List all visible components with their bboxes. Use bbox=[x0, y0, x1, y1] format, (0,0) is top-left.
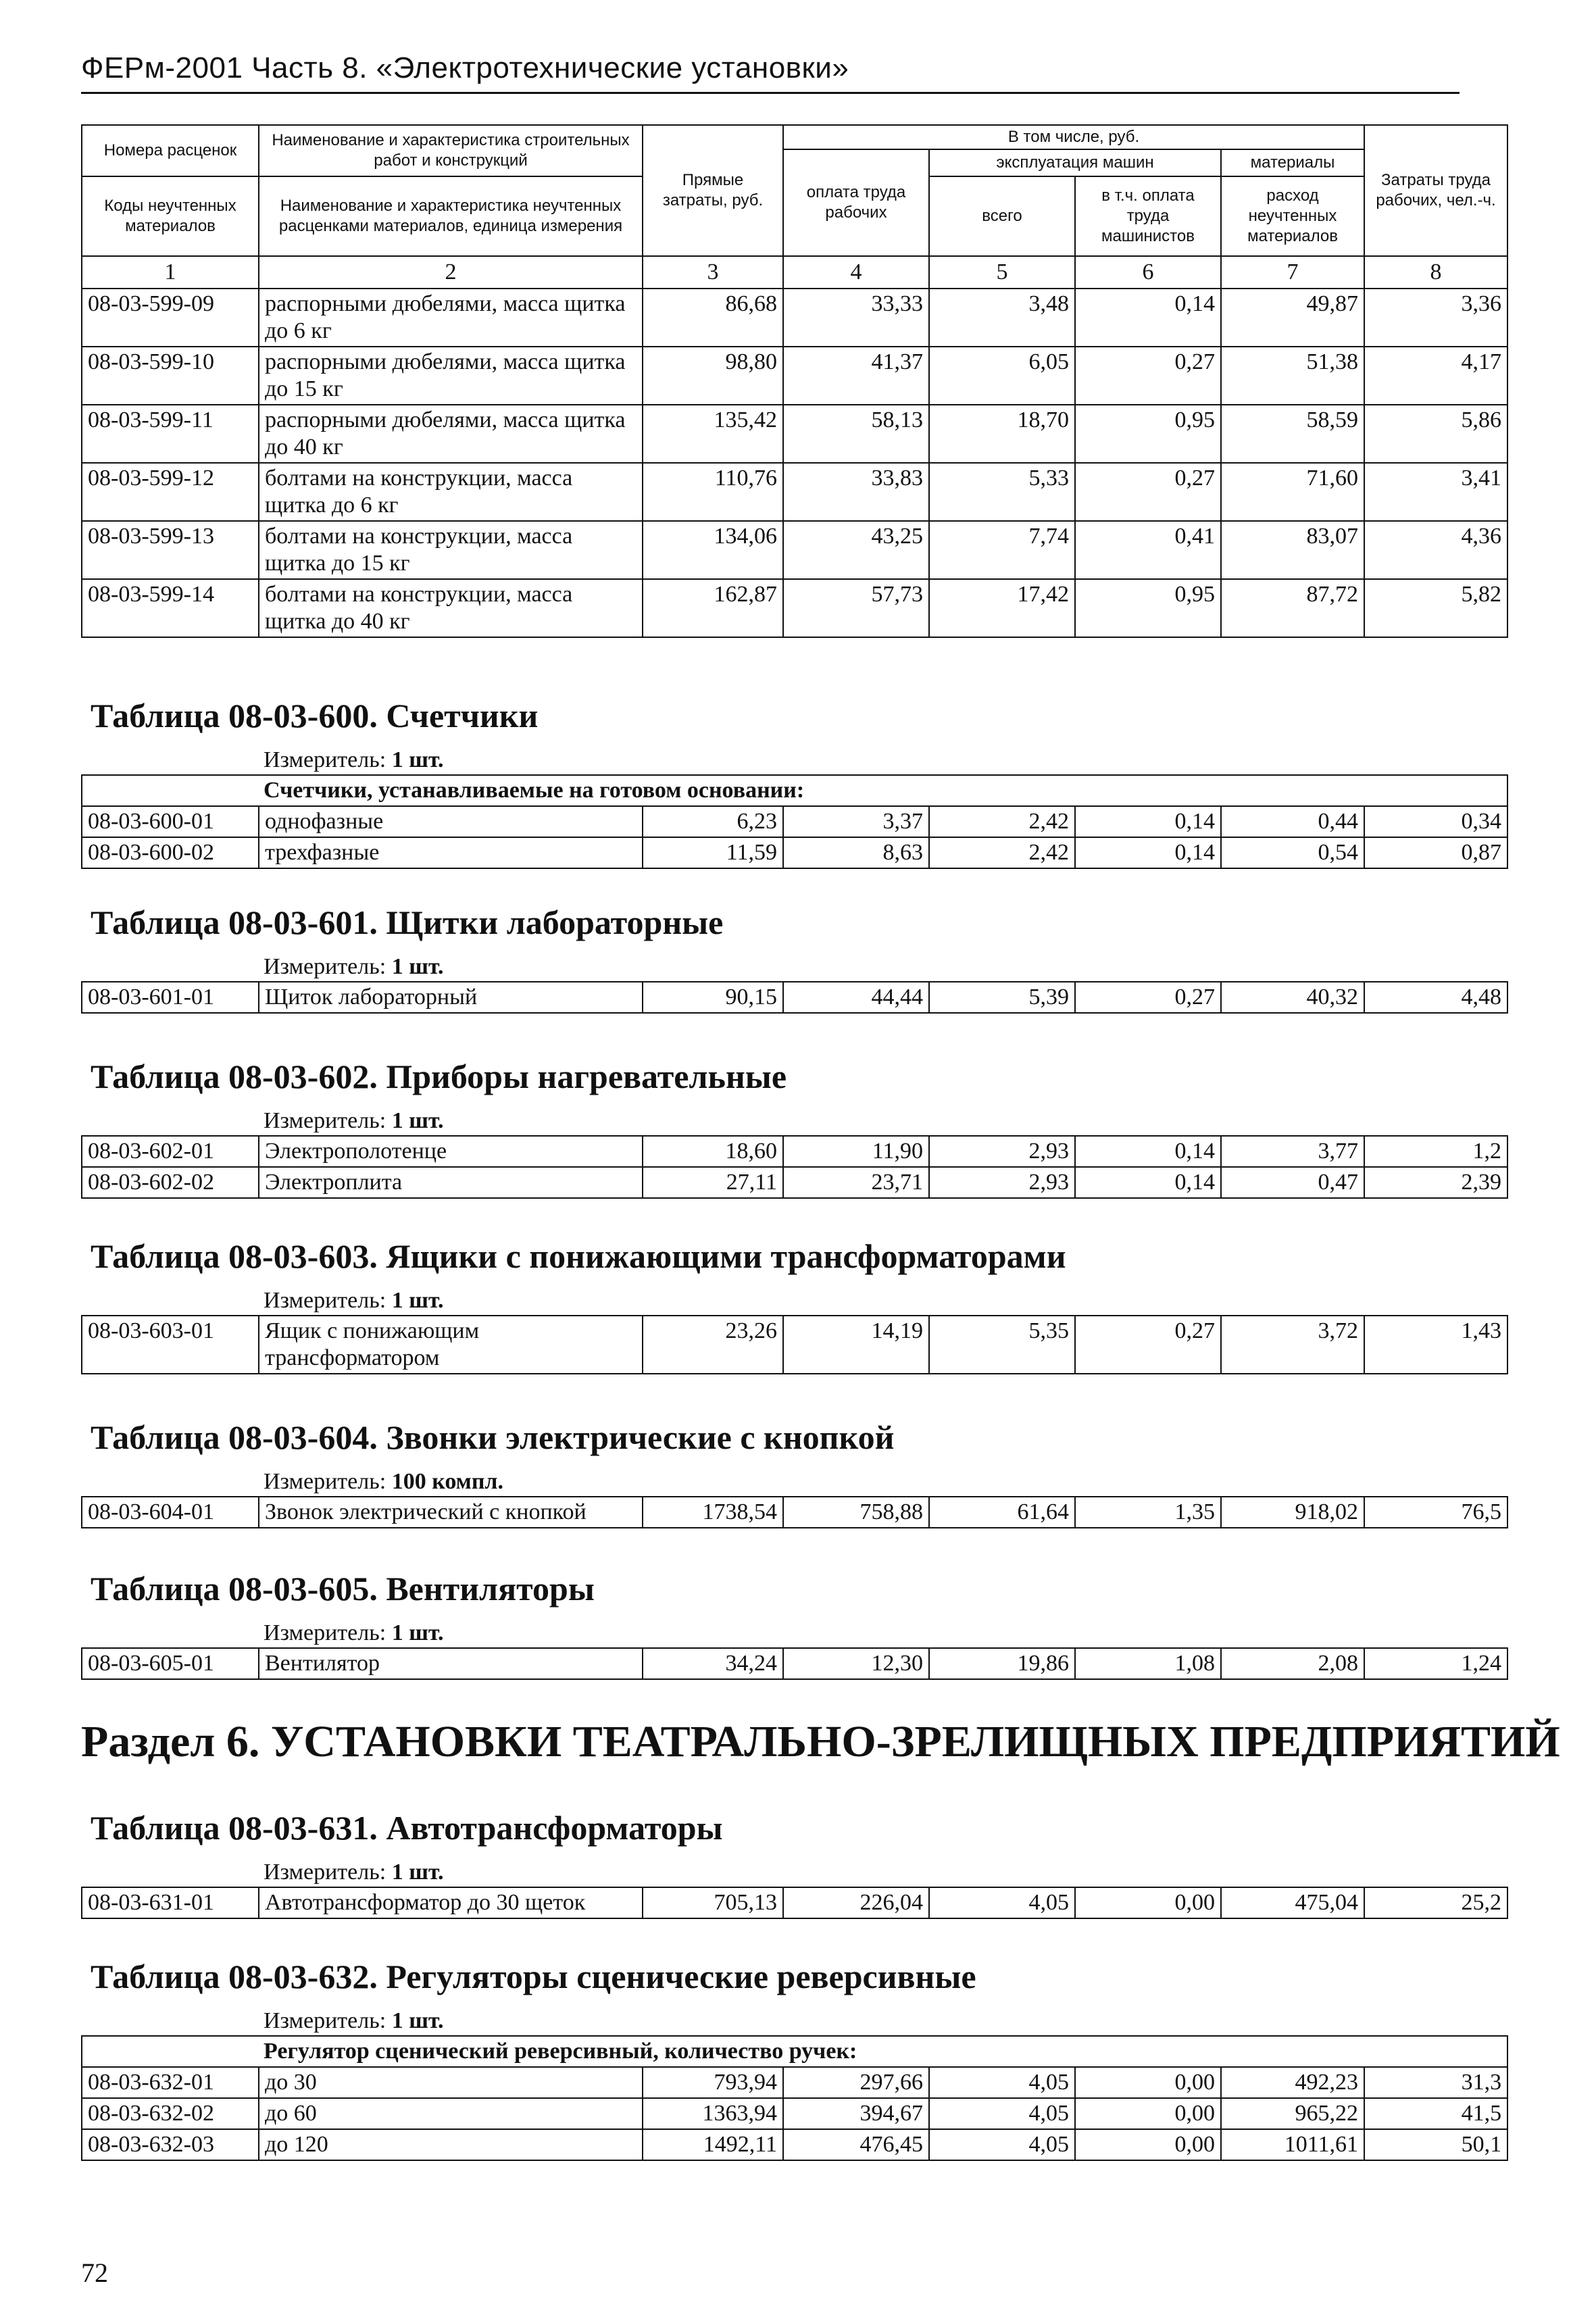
materials-expense: 71,60 bbox=[1221, 463, 1364, 521]
direct-cost: 90,15 bbox=[643, 982, 783, 1013]
materials-expense: 51,38 bbox=[1221, 347, 1364, 405]
machines-labor: 0,27 bbox=[1075, 463, 1221, 521]
machines-labor: 0,00 bbox=[1075, 1887, 1221, 1918]
unit-label: Измеритель: bbox=[264, 954, 386, 979]
data-table bbox=[81, 981, 1508, 1014]
row-code: 08-03-599-12 bbox=[82, 463, 259, 521]
direct-cost: 11,59 bbox=[643, 837, 783, 868]
machines-labor: 0,14 bbox=[1075, 806, 1221, 837]
data-table bbox=[81, 1887, 1508, 1919]
table-row bbox=[82, 347, 1507, 405]
labor-pay: 44,44 bbox=[783, 982, 929, 1013]
unit-value: 100 компл. bbox=[391, 1469, 504, 1494]
unit-label: Измеритель: bbox=[264, 1288, 386, 1313]
unit-value: 1 шт. bbox=[391, 1860, 444, 1885]
page-number: 72 bbox=[81, 2258, 108, 2288]
row-code: 08-03-603-01 bbox=[82, 1316, 259, 1374]
col-header-name-bottom: Наименование и характеристика неучтенных расценками материалов, единица измерения bbox=[259, 176, 643, 256]
col-header-labor-pay: оплата труда рабочих bbox=[783, 149, 929, 256]
labor-pay: 57,73 bbox=[783, 579, 929, 637]
col-header-materials: материалы bbox=[1221, 149, 1364, 176]
labor-hours: 25,2 bbox=[1364, 1887, 1507, 1918]
materials-expense: 87,72 bbox=[1221, 579, 1364, 637]
main-table bbox=[81, 124, 1508, 638]
labor-pay: 23,71 bbox=[783, 1167, 929, 1198]
table-row bbox=[82, 1167, 1507, 1198]
labor-pay: 297,66 bbox=[783, 2067, 929, 2098]
materials-expense: 0,47 bbox=[1221, 1167, 1364, 1198]
row-name: Автотрансформатор до 30 щеток bbox=[259, 1887, 643, 1918]
table-body bbox=[82, 806, 1507, 868]
table-title: Таблица 08-03-605. Вентиляторы bbox=[91, 1570, 595, 1608]
labor-hours: 4,36 bbox=[1364, 521, 1507, 579]
table-title: Таблица 08-03-603. Ящики с понижающими трансформаторами bbox=[91, 1237, 1066, 1275]
col-number: 7 bbox=[1221, 256, 1364, 289]
table-row bbox=[82, 1136, 1507, 1167]
table-title: Таблица 08-03-600. Счетчики bbox=[91, 697, 539, 735]
table-body bbox=[82, 1497, 1507, 1528]
labor-hours: 1,43 bbox=[1364, 1316, 1507, 1374]
table-row bbox=[82, 579, 1507, 637]
labor-hours: 76,5 bbox=[1364, 1497, 1507, 1528]
row-code: 08-03-631-01 bbox=[82, 1887, 259, 1918]
table-body bbox=[82, 1136, 1507, 1198]
table-row bbox=[82, 463, 1507, 521]
labor-pay: 3,37 bbox=[783, 806, 929, 837]
materials-expense: 1011,61 bbox=[1221, 2129, 1364, 2160]
unit-label: Измеритель: bbox=[264, 2008, 386, 2033]
direct-cost: 793,94 bbox=[643, 2067, 783, 2098]
row-code: 08-03-602-02 bbox=[82, 1167, 259, 1198]
row-name: распорными дюбелями, масса щитка до 40 кг bbox=[259, 405, 643, 463]
labor-pay: 8,63 bbox=[783, 837, 929, 868]
machines-labor: 0,27 bbox=[1075, 1316, 1221, 1374]
materials-expense: 58,59 bbox=[1221, 405, 1364, 463]
row-name: Электрополотенце bbox=[259, 1136, 643, 1167]
row-name: болтами на конструкции, масса щитка до 40 кг bbox=[259, 579, 643, 637]
col-header-materials-expense: расход неучтенных материалов bbox=[1221, 176, 1364, 256]
labor-pay: 33,83 bbox=[783, 463, 929, 521]
table-body bbox=[82, 1887, 1507, 1918]
col-header-labor-cost: Затраты труда рабочих, чел.-ч. bbox=[1364, 125, 1507, 256]
table-row bbox=[82, 837, 1507, 868]
row-code: 08-03-632-03 bbox=[82, 2129, 259, 2160]
data-table bbox=[81, 1496, 1508, 1528]
labor-pay: 12,30 bbox=[783, 1648, 929, 1679]
machines-labor: 0,27 bbox=[1075, 982, 1221, 1013]
table-602-block bbox=[81, 1057, 1507, 1199]
data-table bbox=[81, 2035, 1508, 2161]
unit-value: 1 шт. bbox=[391, 954, 444, 979]
row-name: болтами на конструкции, масса щитка до 15 кг bbox=[259, 521, 643, 579]
table-row bbox=[82, 2067, 1507, 2098]
table-row bbox=[82, 982, 1507, 1013]
data-table bbox=[81, 1135, 1508, 1199]
labor-hours: 4,17 bbox=[1364, 347, 1507, 405]
table-title: Таблица 08-03-604. Звонки электрические с кнопкой bbox=[91, 1418, 895, 1456]
materials-expense: 0,44 bbox=[1221, 806, 1364, 837]
labor-hours: 2,39 bbox=[1364, 1167, 1507, 1198]
row-name: Щиток лабораторный bbox=[259, 982, 643, 1013]
row-name: до 120 bbox=[259, 2129, 643, 2160]
col-header-code-top: Номера расценок bbox=[82, 125, 259, 176]
table-row bbox=[82, 1887, 1507, 1918]
main-table-block bbox=[81, 124, 1508, 638]
labor-pay: 43,25 bbox=[783, 521, 929, 579]
machines-total: 4,05 bbox=[929, 2067, 1075, 2098]
col-header-name-top: Наименование и характеристика строительных работ и конструкций bbox=[259, 125, 643, 176]
direct-cost: 1492,11 bbox=[643, 2129, 783, 2160]
unit-label: Измеритель: bbox=[264, 1620, 386, 1645]
table-body bbox=[82, 2067, 1507, 2160]
row-code: 08-03-632-01 bbox=[82, 2067, 259, 2098]
machines-labor: 0,00 bbox=[1075, 2067, 1221, 2098]
labor-pay: 394,67 bbox=[783, 2098, 929, 2129]
table-row bbox=[82, 405, 1507, 463]
materials-expense: 965,22 bbox=[1221, 2098, 1364, 2129]
labor-pay: 33,33 bbox=[783, 289, 929, 347]
row-name: Звонок электрический с кнопкой bbox=[259, 1497, 643, 1528]
direct-cost: 86,68 bbox=[643, 289, 783, 347]
materials-expense: 49,87 bbox=[1221, 289, 1364, 347]
data-table bbox=[81, 1647, 1508, 1680]
direct-cost: 705,13 bbox=[643, 1887, 783, 1918]
col-header-machines-labor: в т.ч. оплата труда машинистов bbox=[1075, 176, 1221, 256]
row-code: 08-03-604-01 bbox=[82, 1497, 259, 1528]
row-name: болтами на конструкции, масса щитка до 6 кг bbox=[259, 463, 643, 521]
unit-line bbox=[264, 1108, 1507, 1134]
unit-label: Измеритель: bbox=[264, 1860, 386, 1885]
direct-cost: 98,80 bbox=[643, 347, 783, 405]
labor-hours: 3,36 bbox=[1364, 289, 1507, 347]
main-table-body bbox=[82, 289, 1507, 637]
unit-label: Измеритель: bbox=[264, 747, 386, 772]
materials-expense: 918,02 bbox=[1221, 1497, 1364, 1528]
labor-pay: 11,90 bbox=[783, 1136, 929, 1167]
col-number: 6 bbox=[1075, 256, 1221, 289]
machines-total: 5,33 bbox=[929, 463, 1075, 521]
machines-total: 61,64 bbox=[929, 1497, 1075, 1528]
direct-cost: 1738,54 bbox=[643, 1497, 783, 1528]
direct-cost: 135,42 bbox=[643, 405, 783, 463]
table-row bbox=[82, 521, 1507, 579]
table-row bbox=[82, 1648, 1507, 1679]
machines-total: 4,05 bbox=[929, 2129, 1075, 2160]
row-code: 08-03-599-09 bbox=[82, 289, 259, 347]
table-601-block bbox=[81, 903, 1507, 1014]
machines-total: 2,93 bbox=[929, 1136, 1075, 1167]
row-name: однофазные bbox=[259, 806, 643, 837]
row-code: 08-03-599-11 bbox=[82, 405, 259, 463]
labor-pay: 226,04 bbox=[783, 1887, 929, 1918]
table-body bbox=[82, 1648, 1507, 1679]
col-header-code-bottom: Коды неучтенных материалов bbox=[82, 176, 259, 256]
machines-labor: 1,35 bbox=[1075, 1497, 1221, 1528]
machines-total: 19,86 bbox=[929, 1648, 1075, 1679]
unit-value: 1 шт. bbox=[391, 1620, 444, 1645]
labor-pay: 58,13 bbox=[783, 405, 929, 463]
materials-expense: 83,07 bbox=[1221, 521, 1364, 579]
direct-cost: 23,26 bbox=[643, 1316, 783, 1374]
unit-value: 1 шт. bbox=[391, 1288, 444, 1313]
machines-labor: 0,14 bbox=[1075, 289, 1221, 347]
labor-hours: 0,34 bbox=[1364, 806, 1507, 837]
row-name: трехфазные bbox=[259, 837, 643, 868]
machines-total: 2,93 bbox=[929, 1167, 1075, 1198]
unit-line bbox=[264, 954, 1507, 980]
row-name: до 60 bbox=[259, 2098, 643, 2129]
labor-hours: 5,86 bbox=[1364, 405, 1507, 463]
col-number: 4 bbox=[783, 256, 929, 289]
labor-pay: 41,37 bbox=[783, 347, 929, 405]
unit-line bbox=[264, 1620, 1507, 1646]
direct-cost: 134,06 bbox=[643, 521, 783, 579]
col-header-incl: В том числе, руб. bbox=[783, 125, 1364, 149]
unit-label: Измеритель: bbox=[264, 1108, 386, 1133]
col-number: 5 bbox=[929, 256, 1075, 289]
table-row bbox=[82, 806, 1507, 837]
labor-hours: 31,3 bbox=[1364, 2067, 1507, 2098]
direct-cost: 27,11 bbox=[643, 1167, 783, 1198]
unit-line bbox=[264, 2008, 1507, 2034]
direct-cost: 6,23 bbox=[643, 806, 783, 837]
labor-hours: 50,1 bbox=[1364, 2129, 1507, 2160]
machines-total: 3,48 bbox=[929, 289, 1075, 347]
col-header-machines: эксплуатация машин bbox=[929, 149, 1221, 176]
col-number: 1 bbox=[82, 256, 259, 289]
row-name: Ящик с понижающим трансформатором bbox=[259, 1316, 643, 1374]
unit-line bbox=[264, 1288, 1507, 1314]
machines-labor: 0,14 bbox=[1075, 1136, 1221, 1167]
direct-cost: 18,60 bbox=[643, 1136, 783, 1167]
table-631-block bbox=[81, 1808, 1507, 1919]
machines-labor: 1,08 bbox=[1075, 1648, 1221, 1679]
row-name: распорными дюбелями, масса щитка до 6 кг bbox=[259, 289, 643, 347]
col-number: 8 bbox=[1364, 256, 1507, 289]
table-body bbox=[82, 982, 1507, 1013]
machines-labor: 0,41 bbox=[1075, 521, 1221, 579]
machines-total: 18,70 bbox=[929, 405, 1075, 463]
labor-hours: 4,48 bbox=[1364, 982, 1507, 1013]
materials-expense: 3,77 bbox=[1221, 1136, 1364, 1167]
row-code: 08-03-599-14 bbox=[82, 579, 259, 637]
direct-cost: 162,87 bbox=[643, 579, 783, 637]
unit-value: 1 шт. bbox=[391, 747, 444, 772]
table-body bbox=[82, 1316, 1507, 1374]
labor-hours: 3,41 bbox=[1364, 463, 1507, 521]
row-code: 08-03-605-01 bbox=[82, 1648, 259, 1679]
direct-cost: 1363,94 bbox=[643, 2098, 783, 2129]
data-table bbox=[81, 1315, 1508, 1374]
machines-total: 7,74 bbox=[929, 521, 1075, 579]
materials-expense: 0,54 bbox=[1221, 837, 1364, 868]
machines-total: 5,39 bbox=[929, 982, 1075, 1013]
row-code: 08-03-632-02 bbox=[82, 2098, 259, 2129]
labor-hours: 5,82 bbox=[1364, 579, 1507, 637]
materials-expense: 475,04 bbox=[1221, 1887, 1364, 1918]
unit-line bbox=[264, 1469, 1507, 1495]
labor-hours: 0,87 bbox=[1364, 837, 1507, 868]
machines-total: 2,42 bbox=[929, 806, 1075, 837]
materials-expense: 3,72 bbox=[1221, 1316, 1364, 1374]
table-603-block bbox=[81, 1237, 1507, 1374]
labor-hours: 1,24 bbox=[1364, 1648, 1507, 1679]
row-code: 08-03-600-02 bbox=[82, 837, 259, 868]
machines-labor: 0,14 bbox=[1075, 1167, 1221, 1198]
row-code: 08-03-601-01 bbox=[82, 982, 259, 1013]
col-number: 2 bbox=[259, 256, 643, 289]
unit-value: 1 шт. bbox=[391, 2008, 444, 2033]
materials-expense: 2,08 bbox=[1221, 1648, 1364, 1679]
materials-expense: 492,23 bbox=[1221, 2067, 1364, 2098]
table-600-block bbox=[81, 696, 1507, 869]
table-title: Таблица 08-03-631. Автотрансформаторы bbox=[91, 1809, 723, 1847]
labor-pay: 476,45 bbox=[783, 2129, 929, 2160]
table-632-block bbox=[81, 1957, 1507, 2161]
table-title: Таблица 08-03-601. Щитки лабораторные bbox=[91, 903, 724, 941]
row-code: 08-03-599-13 bbox=[82, 521, 259, 579]
col-header-machines-total: всего bbox=[929, 176, 1075, 256]
machines-labor: 0,27 bbox=[1075, 347, 1221, 405]
table-title: Таблица 08-03-602. Приборы нагревательные bbox=[91, 1057, 787, 1095]
row-code: 08-03-599-10 bbox=[82, 347, 259, 405]
machines-total: 5,35 bbox=[929, 1316, 1075, 1374]
table-subhead: Регулятор сценический реверсивный, количество ручек: bbox=[82, 2036, 1507, 2067]
table-row bbox=[82, 2129, 1507, 2160]
table-row bbox=[82, 289, 1507, 347]
machines-labor: 0,00 bbox=[1075, 2098, 1221, 2129]
table-title: Таблица 08-03-632. Регуляторы сценические реверсивные bbox=[91, 1958, 976, 1995]
table-604-block bbox=[81, 1418, 1507, 1528]
labor-hours: 41,5 bbox=[1364, 2098, 1507, 2129]
machines-total: 4,05 bbox=[929, 2098, 1075, 2129]
row-name: Вентилятор bbox=[259, 1648, 643, 1679]
unit-label: Измеритель: bbox=[264, 1469, 386, 1494]
row-name: до 30 bbox=[259, 2067, 643, 2098]
labor-hours: 1,2 bbox=[1364, 1136, 1507, 1167]
direct-cost: 110,76 bbox=[643, 463, 783, 521]
unit-line bbox=[264, 1860, 1507, 1885]
row-name: распорными дюбелями, масса щитка до 15 кг bbox=[259, 347, 643, 405]
page-header: ФЕРм-2001 Часть 8. «Электротехнические установки» bbox=[81, 51, 1460, 94]
table-subhead: Счетчики, устанавливаемые на готовом основании: bbox=[82, 775, 1507, 806]
machines-total: 2,42 bbox=[929, 837, 1075, 868]
table-row bbox=[82, 2098, 1507, 2129]
table-row bbox=[82, 1497, 1507, 1528]
row-code: 08-03-600-01 bbox=[82, 806, 259, 837]
section-title: Раздел 6. УСТАНОВКИ ТЕАТРАЛЬНО-ЗРЕЛИЩНЫХ ПРЕДПРИЯТИЙ bbox=[81, 1717, 1560, 1766]
unit-value: 1 шт. bbox=[391, 1108, 444, 1133]
machines-labor: 0,95 bbox=[1075, 405, 1221, 463]
row-code: 08-03-602-01 bbox=[82, 1136, 259, 1167]
unit-line bbox=[264, 747, 1507, 773]
materials-expense: 40,32 bbox=[1221, 982, 1364, 1013]
labor-pay: 758,88 bbox=[783, 1497, 929, 1528]
data-table bbox=[81, 774, 1508, 869]
table-row bbox=[82, 1316, 1507, 1374]
machines-labor: 0,14 bbox=[1075, 837, 1221, 868]
row-name: Электроплита bbox=[259, 1167, 643, 1198]
machines-total: 6,05 bbox=[929, 347, 1075, 405]
machines-labor: 0,95 bbox=[1075, 579, 1221, 637]
machines-total: 4,05 bbox=[929, 1887, 1075, 1918]
col-number: 3 bbox=[643, 256, 783, 289]
machines-total: 17,42 bbox=[929, 579, 1075, 637]
table-605-block bbox=[81, 1569, 1507, 1680]
direct-cost: 34,24 bbox=[643, 1648, 783, 1679]
labor-pay: 14,19 bbox=[783, 1316, 929, 1374]
machines-labor: 0,00 bbox=[1075, 2129, 1221, 2160]
col-header-direct: Прямые затраты, руб. bbox=[643, 125, 783, 256]
